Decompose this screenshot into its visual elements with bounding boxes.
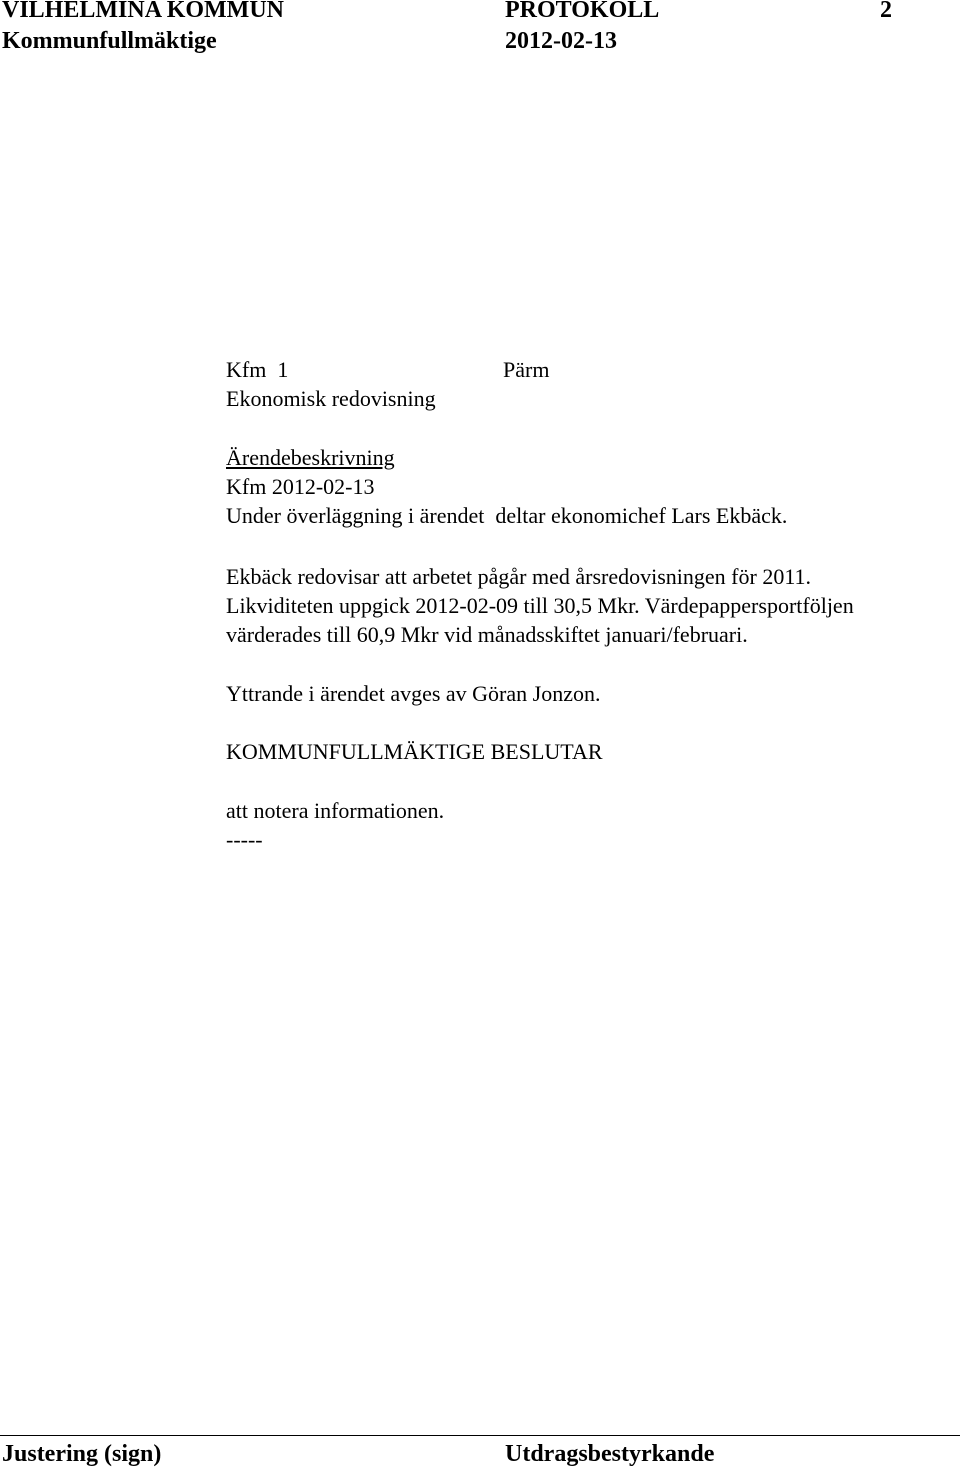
footer-certification: Utdragsbestyrkande <box>505 1441 715 1467</box>
description-line: Under överläggning i ärendet deltar ekonomichef Lars Ekbäck. <box>226 503 788 528</box>
footer-justification: Justering (sign) <box>2 1441 162 1467</box>
meeting-date: 2012-02-13 <box>505 28 617 54</box>
item-title: Ekonomisk redovisning <box>226 386 436 411</box>
binder-label: Pärm <box>503 357 550 382</box>
report-line: Ekbäck redovisar att arbetet pågår med årsredovisningen för 2011. <box>226 564 812 589</box>
description-line: Kfm 2012-02-13 <box>226 474 375 499</box>
report-line: Likviditeten uppgick 2012-02-09 till 30,5 Mkr. Värdepappersportföljen <box>226 593 854 618</box>
decision-text: att notera informationen. <box>226 798 445 823</box>
end-marker: ----- <box>226 827 263 852</box>
footer-rule <box>0 1435 960 1436</box>
org-name: VILHELMINA KOMMUN <box>2 0 284 23</box>
page-number: 2 <box>880 0 892 23</box>
decision-heading: KOMMUNFULLMÄKTIGE BESLUTAR <box>226 739 603 764</box>
document-type: PROTOKOLL <box>505 0 660 23</box>
statement-text: Yttrande i ärendet avges av Göran Jonzon. <box>226 681 601 706</box>
meeting-body: Kommunfullmäktige <box>2 28 217 54</box>
description-heading: Ärendebeskrivning <box>226 445 395 470</box>
paragraph-ref: Kfm 1 <box>226 357 289 382</box>
report-line: värderades till 60,9 Mkr vid månadsskiftet januari/februari. <box>226 622 748 647</box>
